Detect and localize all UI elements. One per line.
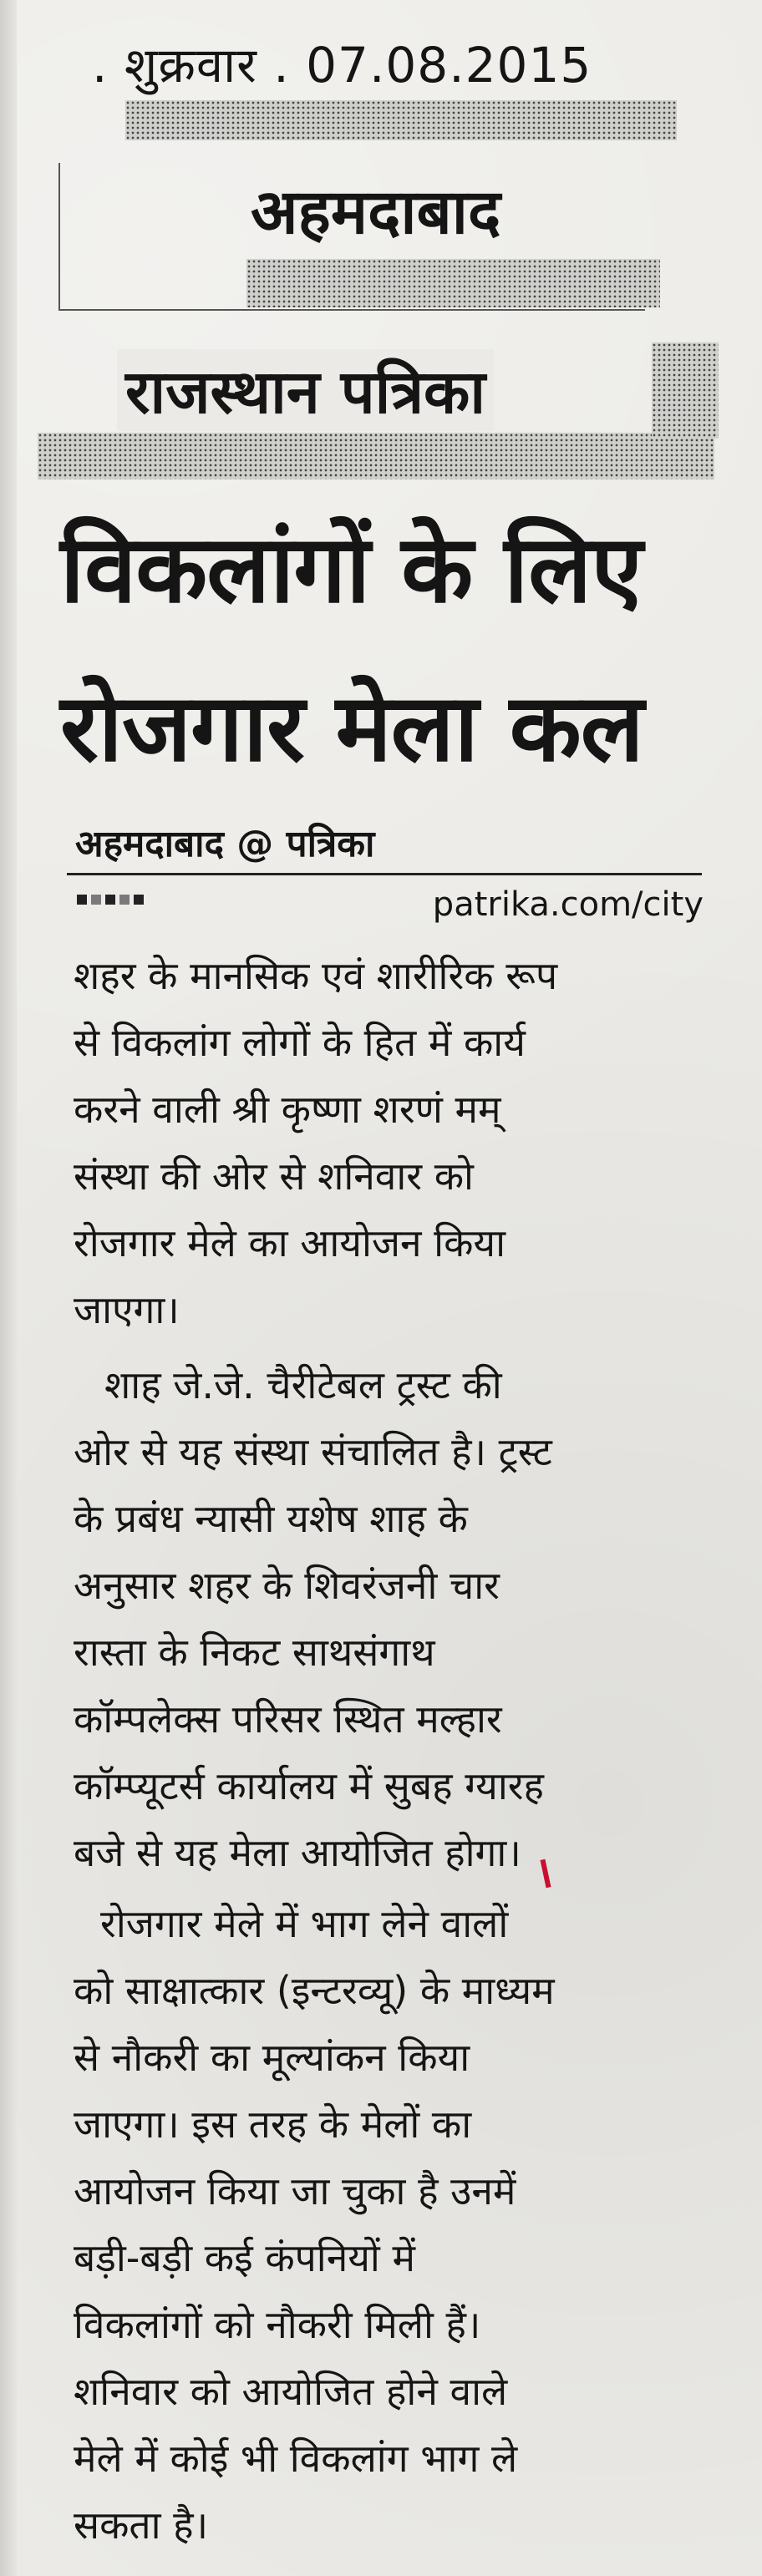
article-line: शाह जे.जे. चैरीटेबल ट्रस्ट की — [104, 1362, 502, 1407]
article-line: शहर के मानसिक एवं शारीरिक रूप — [74, 953, 558, 998]
halftone-band-top — [125, 100, 677, 140]
article-line: कॉम्प्यूटर्स कार्यालय में सुबह ग्यारह — [74, 1763, 544, 1808]
article-line: के प्रबंध न्यासी यशेष शाह के — [74, 1496, 468, 1541]
article-line: अनुसार शहर के शिवरंजनी चार — [74, 1563, 500, 1608]
dateline: . शुक्रवार . 07.08.2015 — [92, 37, 592, 94]
article-line: करने वाली श्री कृष्णा शरणं मम् — [74, 1087, 501, 1132]
article-line: बड़ी-बड़ी कई कंपनियों में — [74, 2235, 415, 2280]
byline: अहमदाबाद @ पत्रिका — [75, 823, 375, 865]
city-name: अहमदाबाद — [251, 176, 501, 248]
article-line: रास्ता के निकट साथसंगाथ — [74, 1630, 435, 1675]
source-url: patrika.com/city — [432, 885, 704, 924]
headline-line-1: विकलांगों के लिए — [60, 515, 643, 624]
article-line: को साक्षात्कार (इन्टरव्यू) के माध्यम — [74, 1968, 555, 2013]
article-line: रोजगार मेले में भाग लेने वालों — [100, 1901, 509, 1946]
article-line: मेले में कोई भी विकलांग भाग ले — [74, 2436, 518, 2481]
dot-pattern-icon — [77, 892, 148, 908]
article-line: ओर से यह संस्था संचालित है। ट्रस्ट — [74, 1429, 552, 1474]
article-line: जाएगा। — [74, 1287, 180, 1332]
article-line: विकलांगों को नौकरी मिली हैं। — [74, 2302, 481, 2347]
article-line: संस्था की ओर से शनिवार को — [74, 1154, 474, 1199]
article-line: बजे से यह मेला आयोजित होगा। — [74, 1830, 521, 1875]
headline-line-2: रोजगार मेला कल — [60, 674, 643, 783]
halftone-band-paper — [38, 433, 714, 479]
article-line: से विकलांग लोगों के हित में कार्य — [74, 1020, 526, 1065]
article-line: आयोजन किया जा चुका है उनमें — [74, 2168, 516, 2213]
article-line: से नौकरी का मूल्यांकन किया — [74, 2035, 470, 2080]
article-line: शनिवार को आयोजित होने वाले — [74, 2369, 508, 2414]
halftone-corner — [652, 342, 719, 439]
byline-rule — [67, 873, 702, 875]
article-line: कॉम्पलेक्स परिसर स्थित मल्हार — [74, 1696, 502, 1742]
newspaper-name: राजस्थान पत्रिका — [117, 349, 494, 431]
article-line: रोजगार मेले का आयोजन किया — [74, 1220, 506, 1265]
article-line: जाएगा। इस तरह के मेलों का — [74, 2102, 472, 2147]
article-line: सकता है। — [74, 2502, 209, 2548]
page-edge — [0, 0, 17, 2576]
